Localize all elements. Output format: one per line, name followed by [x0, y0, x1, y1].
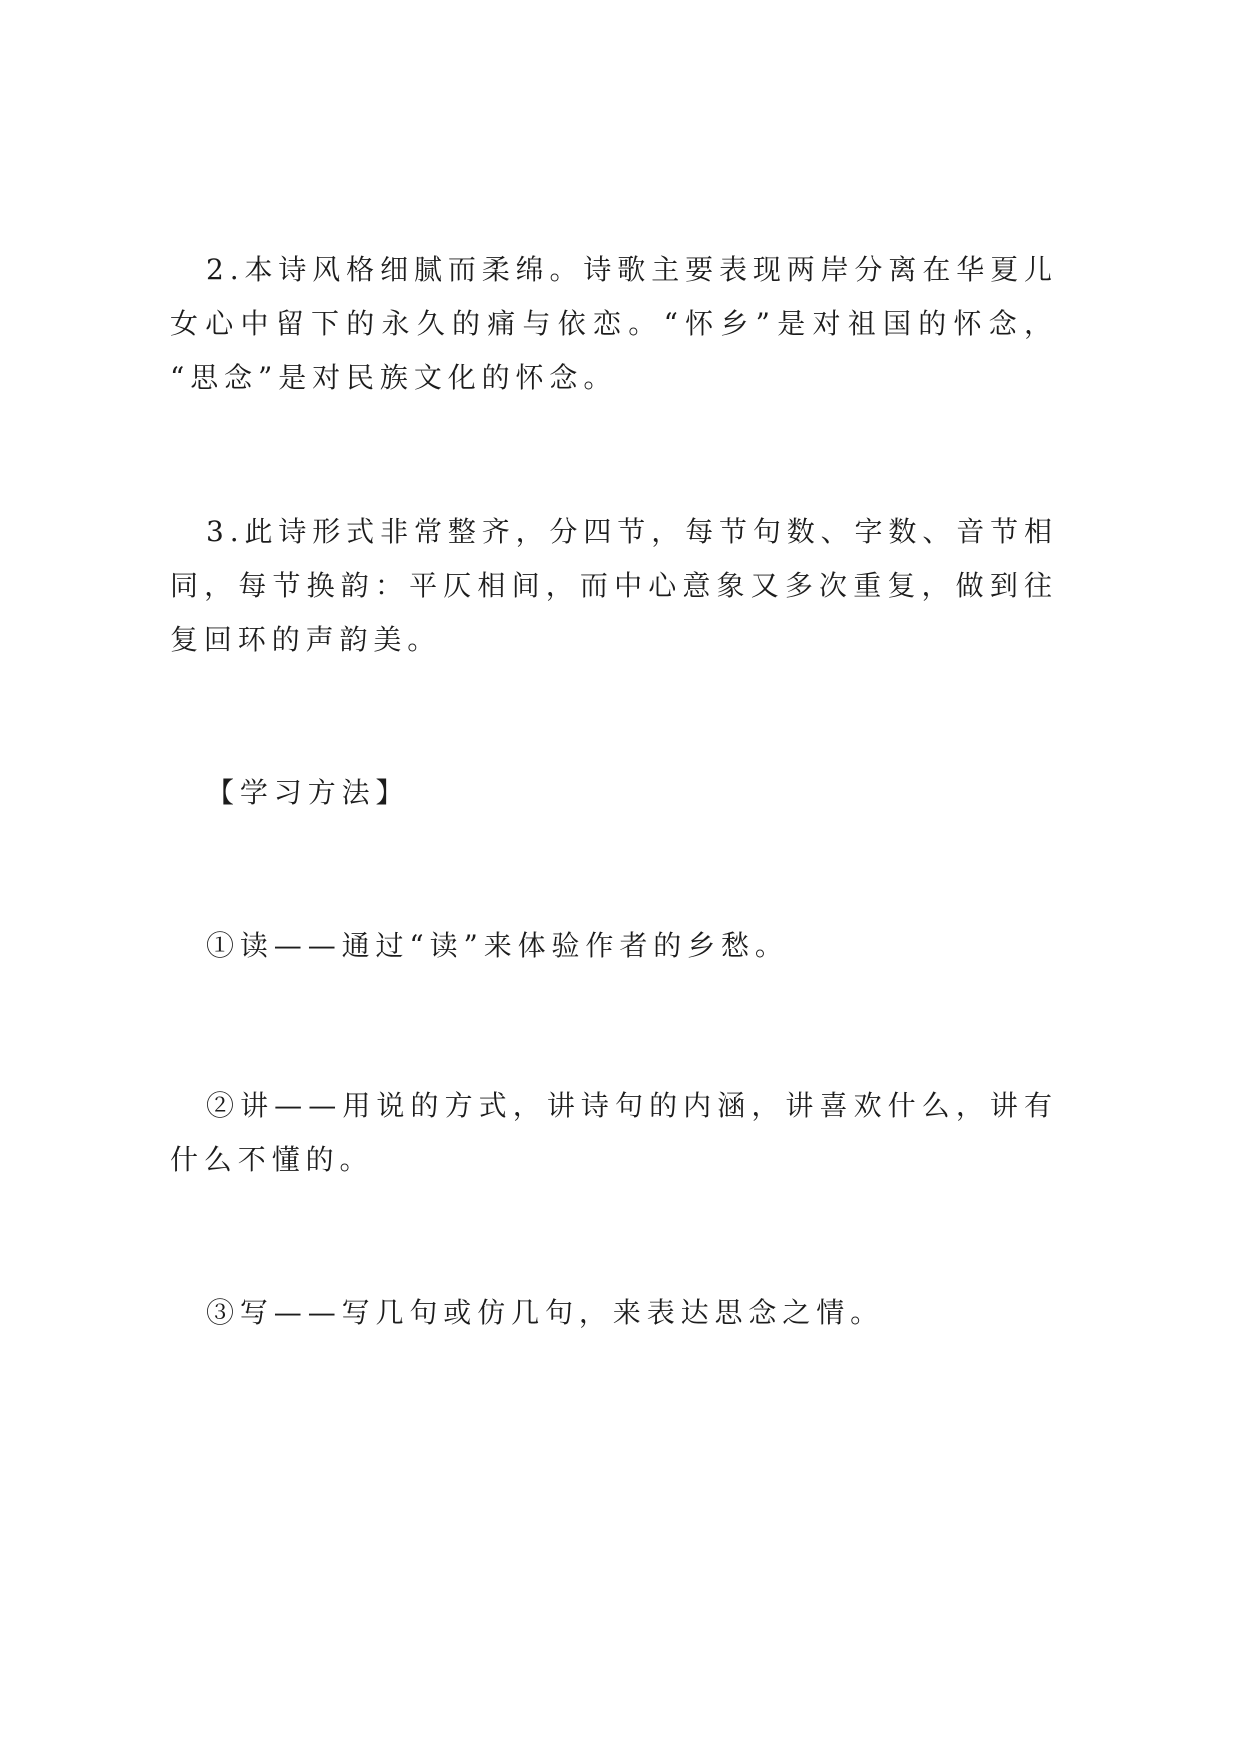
text-line-content: 什么不懂的。	[170, 1143, 374, 1176]
text-line	[170, 559, 1059, 613]
text-line-content: 同，每节换韵：平仄相间，而中心意象又多次重复，做到往	[170, 569, 1059, 602]
method-item-read	[170, 919, 1052, 973]
section-heading-text: 【学习方法】	[206, 776, 410, 809]
text-line	[170, 297, 1060, 351]
text-line	[170, 505, 1058, 559]
text-line	[170, 613, 1052, 667]
text-line-content: 3.此诗形式非常整齐，分四节，每节句数、字数、音节相	[206, 515, 1058, 548]
text-line-content: “思念”是对民族文化的怀念。	[170, 361, 618, 394]
text-line-content: 2.本诗风格细腻而柔绵。诗歌主要表现两岸分离在华夏儿	[206, 253, 1058, 286]
method-item-speak	[170, 1079, 1059, 1187]
section-heading-study-methods	[170, 766, 1052, 820]
text-line-content: 复回环的声韵美。	[170, 623, 442, 656]
text-line	[170, 1133, 1052, 1187]
text-line	[170, 919, 1052, 973]
method-item-write	[170, 1286, 1052, 1340]
text-line	[170, 1286, 1052, 1340]
text-line-content: ②讲——用说的方式，讲诗句的内涵，讲喜欢什么，讲有	[206, 1089, 1059, 1122]
text-line	[170, 1079, 1059, 1133]
paragraph-point-3	[170, 505, 1059, 667]
text-line	[170, 766, 1052, 820]
text-line	[170, 351, 1052, 405]
text-line-content: 女心中留下的永久的痛与依恋。“怀乡”是对祖国的怀念，	[170, 307, 1060, 340]
text-line-content: ③写——写几句或仿几句，来表达思念之情。	[206, 1296, 885, 1329]
text-line	[170, 243, 1058, 297]
text-line-content: ①读——通过“读”来体验作者的乡愁。	[206, 929, 789, 962]
paragraph-point-2	[170, 243, 1060, 405]
